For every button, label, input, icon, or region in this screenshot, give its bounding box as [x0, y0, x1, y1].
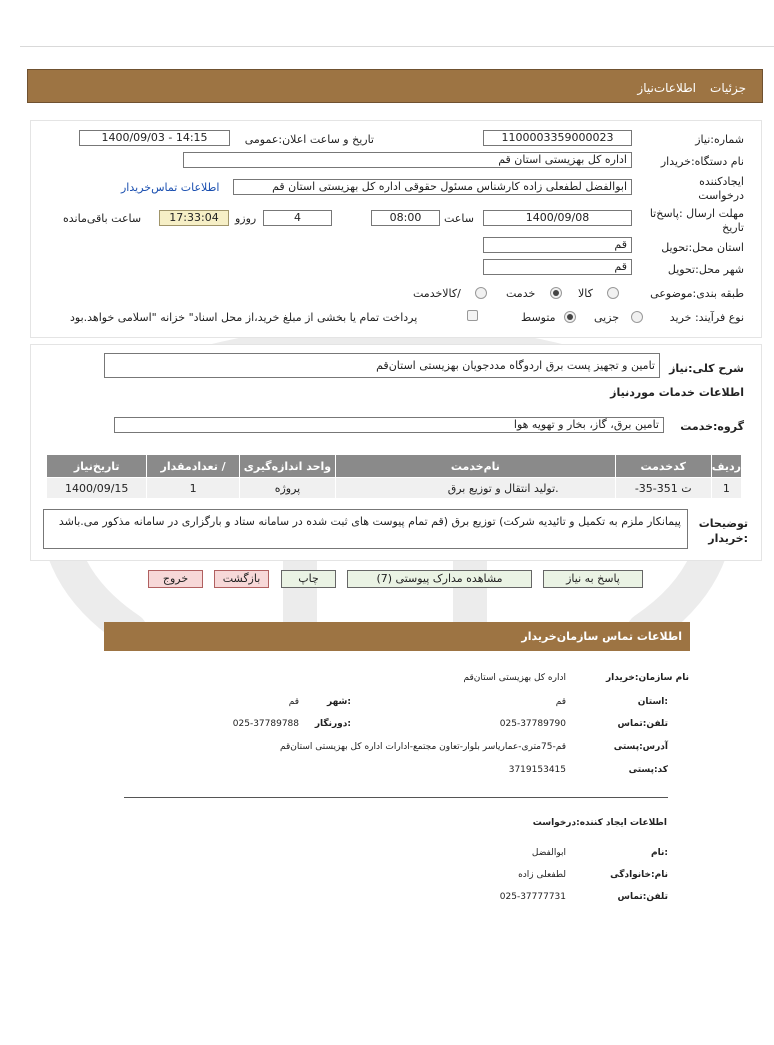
contact-province-value: قم: [555, 697, 566, 707]
creator-phone-value: 025-37777731: [499, 892, 566, 902]
contact-city-label: :شهر: [327, 697, 351, 707]
deadline-label: مهلت ارسال :پاسخ‌تا: [649, 207, 744, 220]
contact-postal-value: 3719153415: [508, 765, 566, 775]
top-divider: [20, 46, 774, 47]
col-quantity: / تعدادمقدار: [147, 455, 239, 478]
col-row: ردیف: [711, 455, 741, 478]
cell-unit: پروژه: [239, 478, 335, 499]
attachments-button[interactable]: مشاهده مدارک پیوستی (7): [347, 570, 532, 588]
col-unit: واحد اندازه‌گیری: [239, 455, 335, 478]
days-field: 4: [263, 210, 332, 226]
service-group-field: تامین برق، گاز، بخار و تهویه هوا: [114, 417, 664, 433]
contact-title: اطلاعات تماس سازمان‌خریدار: [521, 630, 682, 643]
creator-label: ایجادکننده: [699, 175, 744, 188]
deadline-hour-field: 08:00: [371, 210, 440, 226]
contact-address-value: قم-75متری-عمارياسر بلوار-تعاون مجتمع-ادارات اداره کل بهزیستی استان‌قم: [279, 742, 566, 752]
table-row: [47, 478, 742, 499]
category-label: طبقه بندی:موضوعی: [650, 287, 744, 300]
buyer-contact-link[interactable]: اطلاعات تماس‌خریدار: [121, 181, 220, 194]
contact-province-label: :استان: [637, 697, 668, 707]
creator-info-title: اطلاعات ایجاد کننده:درخواست: [532, 818, 667, 828]
tab-details[interactable]: جزئیات: [710, 81, 746, 95]
contact-address-label: آدرس:پستی: [613, 742, 668, 752]
treasury-note: پرداخت تمام یا بخشی از مبلغ خرید،از محل اسناد" خزانه "اسلامی خواهد.بود: [70, 311, 418, 324]
remaining-timer: 17:33:04: [159, 210, 229, 226]
table-header-row: [47, 455, 742, 478]
city-label: شهر محل:تحویل: [667, 263, 744, 276]
exit-button[interactable]: خروج: [148, 570, 203, 588]
contact-org-label: نام سازمان:خریدار: [605, 673, 689, 683]
remaining-label: ساعت باقی‌مانده: [63, 212, 142, 225]
back-button[interactable]: بازگشت: [214, 570, 269, 588]
contact-phone-value: 025-37789790: [499, 719, 566, 729]
need-number-label: شماره:نیاز: [695, 133, 744, 146]
radio-goods[interactable]: [607, 287, 619, 299]
creator-family-label: نام:خانوادگی: [610, 870, 668, 880]
service-group-label: گروه:خدمت: [680, 420, 744, 433]
contact-fax-label: :دورنگار: [314, 719, 351, 729]
announce-label: تاریخ و ساعت اعلان:عمومی: [244, 133, 374, 146]
buyer-org-field: اداره کل بهزیستی استان قم: [183, 152, 632, 168]
process-type-label: نوع فرآیند: خرید: [669, 311, 744, 324]
buyer-org-label: نام دستگاه:خریدار: [660, 155, 744, 168]
col-service-name: نام‌خدمت: [336, 455, 616, 478]
creator-family-value: لطفعلی زاده: [518, 870, 566, 880]
notes-label-2: :خریدار: [708, 532, 748, 545]
creator-name-value: ابوالفضل: [531, 848, 566, 858]
contact-header-bar: [104, 622, 690, 651]
creator-phone-label: تلفن:تماس: [617, 892, 668, 902]
province-field: قم: [483, 237, 632, 253]
cell-service-name: .تولید انتقال و توزیع برق: [336, 478, 616, 499]
page-header-bar: [27, 69, 763, 103]
cell-row: 1: [711, 478, 741, 499]
contact-org-value: اداره کل بهزیستی استان‌قم: [463, 673, 566, 683]
notes-label: توضیحات: [698, 517, 748, 530]
buyer-notes-box: پیمانکار ملزم به تکمیل و تائیدیه شرکت) توزیع برق (قم تمام پیوست های ثبت شده در سامانه ستاد و بارگزاری در سامانه مذکور می.باشد: [43, 509, 688, 549]
days-label: روزو: [235, 212, 257, 225]
reply-button[interactable]: پاسخ به نیاز: [543, 570, 643, 588]
contact-city-value: قم: [288, 697, 299, 707]
radio-goods-label: کالا: [578, 287, 593, 300]
city-field: قم: [483, 259, 632, 275]
contact-phone-label: تلفن:تماس: [617, 719, 668, 729]
summary-field: تامین و تجهیز پست برق اردوگاه مددجویان بهزیستی استان‌قم: [104, 353, 660, 378]
province-label: استان محل:تحویل: [661, 241, 744, 254]
contact-fax-value: 025-37789788: [232, 719, 299, 729]
hour-label: ساعت: [444, 212, 474, 225]
radio-goods-service-label: /کالاخدمت: [413, 287, 461, 300]
section-divider: [124, 797, 668, 798]
contact-postal-label: کد:پستی: [628, 765, 668, 775]
services-title: اطلاعات خدمات موردنیاز: [610, 386, 744, 399]
services-table: [46, 454, 742, 499]
radio-medium-label: متوسط: [521, 311, 556, 324]
cell-quantity: 1: [147, 478, 239, 499]
col-need-date: تاریخ‌نیاز: [47, 455, 147, 478]
radio-goods-service[interactable]: [475, 287, 487, 299]
print-button[interactable]: چاپ: [281, 570, 336, 588]
creator-name-label: :نام: [651, 848, 668, 858]
creator-field: ابوالفضل لطفعلی زاده کارشناس مسئول حقوقی اداره کل بهزیستی استان قم: [233, 179, 632, 195]
radio-service[interactable]: [550, 287, 562, 299]
radio-partial-label: جزیی: [594, 311, 620, 324]
deadline-date-field: 1400/09/08: [483, 210, 632, 226]
radio-medium[interactable]: [564, 311, 576, 323]
radio-partial[interactable]: [631, 311, 643, 323]
creator-label-2: درخواست: [698, 189, 744, 202]
treasury-checkbox[interactable]: [467, 310, 478, 321]
tab-need-info[interactable]: اطلاعات‌نیاز: [637, 81, 696, 95]
need-number-field: 1100003359000023: [483, 130, 632, 146]
col-service-code: کدخدمت: [615, 455, 711, 478]
summary-label: شرح کلی:نیاز: [669, 362, 744, 375]
radio-service-label: خدمت: [506, 287, 536, 300]
cell-need-date: 1400/09/15: [47, 478, 147, 499]
announce-date-field: 1400/09/03 - 14:15: [79, 130, 230, 146]
cell-service-code: ت 351-35-: [615, 478, 711, 499]
deadline-label-2: تاریخ: [722, 221, 744, 234]
